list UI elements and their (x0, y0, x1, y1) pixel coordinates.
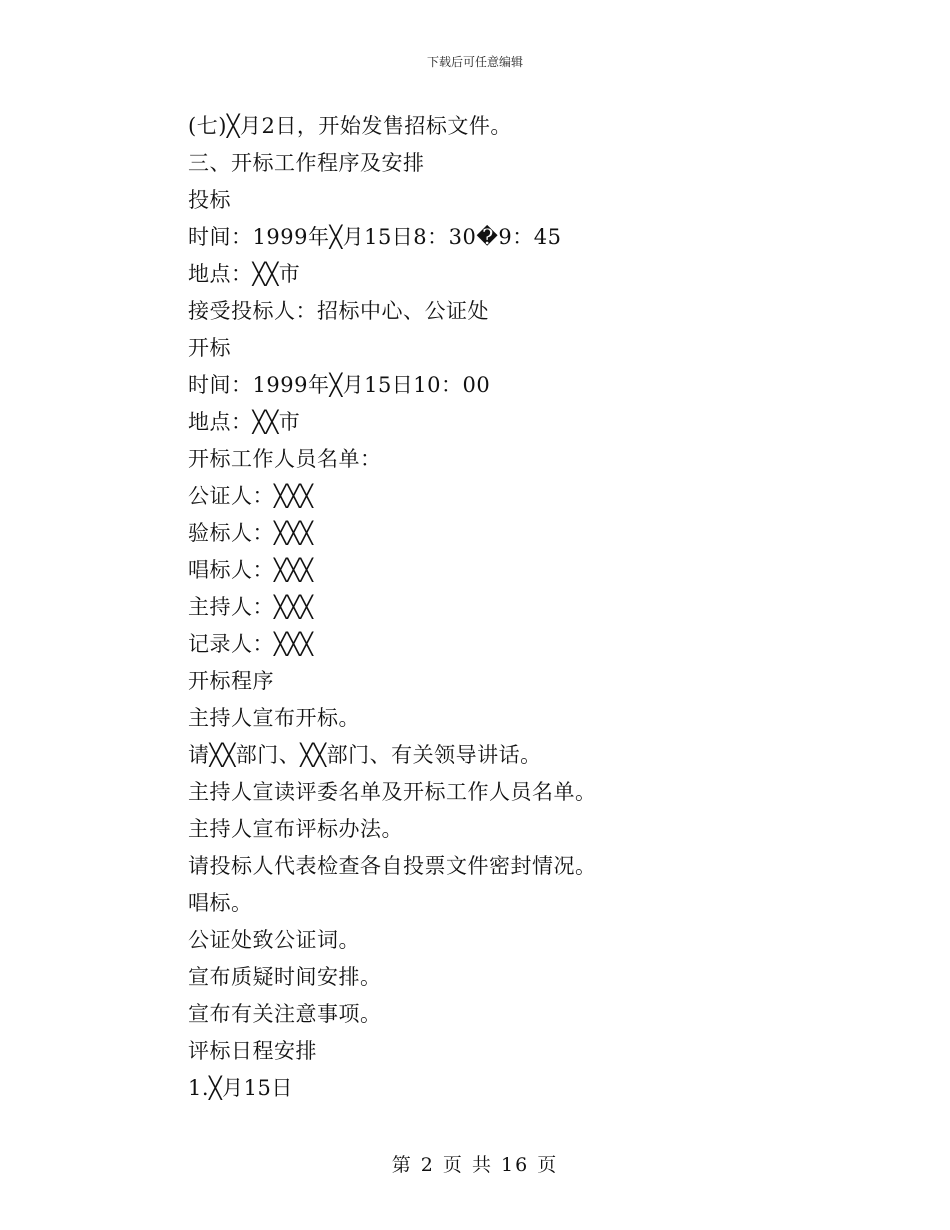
text-line: 地点：╳╳市 (188, 410, 301, 434)
subheading-bidding: 投标 (188, 188, 231, 212)
document-body (188, 108, 888, 1107)
text-line: 宣布有关注意事项。 (188, 1002, 382, 1026)
text-line: (七)╳月2日，开始发售招标文件。 (188, 114, 512, 138)
text-line: 接受投标人：招标中心、公证处 (188, 299, 489, 323)
section-heading: 三、开标工作程序及安排 (188, 151, 425, 175)
text-line: 时间：1999年╳月15日8：30�9：45 (188, 225, 562, 249)
subheading-procedure: 开标程序 (188, 669, 274, 693)
text-line: 1.╳月15日 (188, 1076, 293, 1100)
page-footer: 第 2 页 共 16 页 (391, 1154, 559, 1176)
text-line: 验标人：╳╳╳ (188, 521, 314, 545)
text-line: 主持人：╳╳╳ (188, 595, 314, 619)
text-line: 公证处致公证词。 (188, 928, 360, 952)
text-line: 时间：1999年╳月15日10：00 (188, 373, 491, 397)
text-line: 地点：╳╳市 (188, 262, 301, 286)
text-line: 唱标人：╳╳╳ (188, 558, 314, 582)
text-line: 开标工作人员名单： (188, 447, 382, 471)
text-line: 请╳╳部门、╳╳部门、有关领导讲话。 (188, 743, 542, 767)
text-line: 宣布质疑时间安排。 (188, 965, 382, 989)
text-line: 记录人：╳╳╳ (188, 632, 314, 656)
text-line: 请投标人代表检查各自投票文件密封情况。 (188, 854, 597, 878)
subheading-schedule: 评标日程安排 (188, 1039, 317, 1063)
text-line: 唱标。 (188, 891, 253, 915)
subheading-opening: 开标 (188, 336, 231, 360)
text-line: 主持人宣布开标。 (188, 706, 360, 730)
text-line: 主持人宣布评标办法。 (188, 817, 403, 841)
text-line: 公证人：╳╳╳ (188, 484, 314, 508)
page-header: 下载后可任意编辑 (426, 55, 523, 69)
text-line: 主持人宣读评委名单及开标工作人员名单。 (188, 780, 597, 804)
